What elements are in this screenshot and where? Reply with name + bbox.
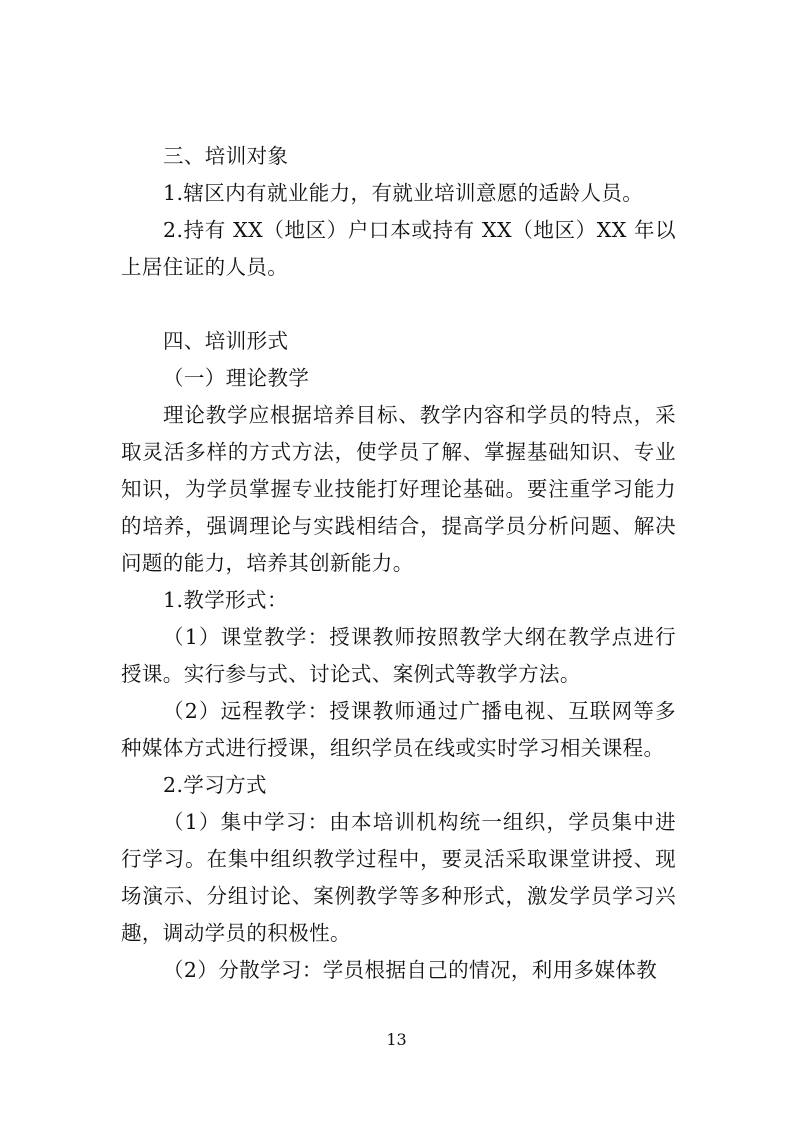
- paragraph-target-item-1: 1.辖区内有就业能力，有就业培训意愿的适龄人员。: [163, 181, 644, 205]
- body-text: [121, 138, 676, 989]
- heading-learning-mode: 2.学习方式: [163, 773, 267, 797]
- section-heading-training-target: 三、培训对象: [163, 144, 289, 168]
- page-number: 13: [386, 1030, 407, 1049]
- paragraph-theory-intro: 理论教学应根据培养目标、教学内容和学员的特点，采取灵活多样的方式方法，使学员了解、掌握基础知识、专业知识，为学员掌握专业技能打好理论基础。要注重学习能力的培养，强调理论与实践相结合，提高学员分析问题、解决问题的能力，培养其创新能力。: [121, 403, 676, 575]
- paragraph-remote-teaching: （2）远程教学：授课教师通过广播电视、互联网等多种媒体方式进行授课，组织学员在线或实时学习相关课程。: [121, 699, 676, 760]
- paragraph-dispersed-learning: （2）分散学习：学员根据自己的情况，利用多媒体教: [163, 958, 658, 982]
- paragraph-target-item-2: 2.持有 XX（地区）户口本或持有 XX（地区）XX 年以上居住证的人员。: [121, 218, 676, 279]
- subsection-heading-theory: （一）理论教学: [163, 366, 310, 390]
- paragraph-classroom-teaching: （1）课堂教学：授课教师按照教学大纲在教学点进行授课。实行参与式、讨论式、案例式等教学方法。: [121, 625, 676, 686]
- paragraph-concentrated-learning: （1）集中学习：由本培训机构统一组织，学员集中进行学习。在集中组织教学过程中，要灵活采取课堂讲授、现场演示、分组讨论、案例教学等多种形式，激发学员学习兴趣，调动学员的积极性。: [121, 810, 676, 945]
- section-heading-training-form: 四、培训形式: [163, 329, 289, 353]
- heading-teaching-form: 1.教学形式：: [163, 588, 288, 612]
- section-gap: [121, 286, 676, 323]
